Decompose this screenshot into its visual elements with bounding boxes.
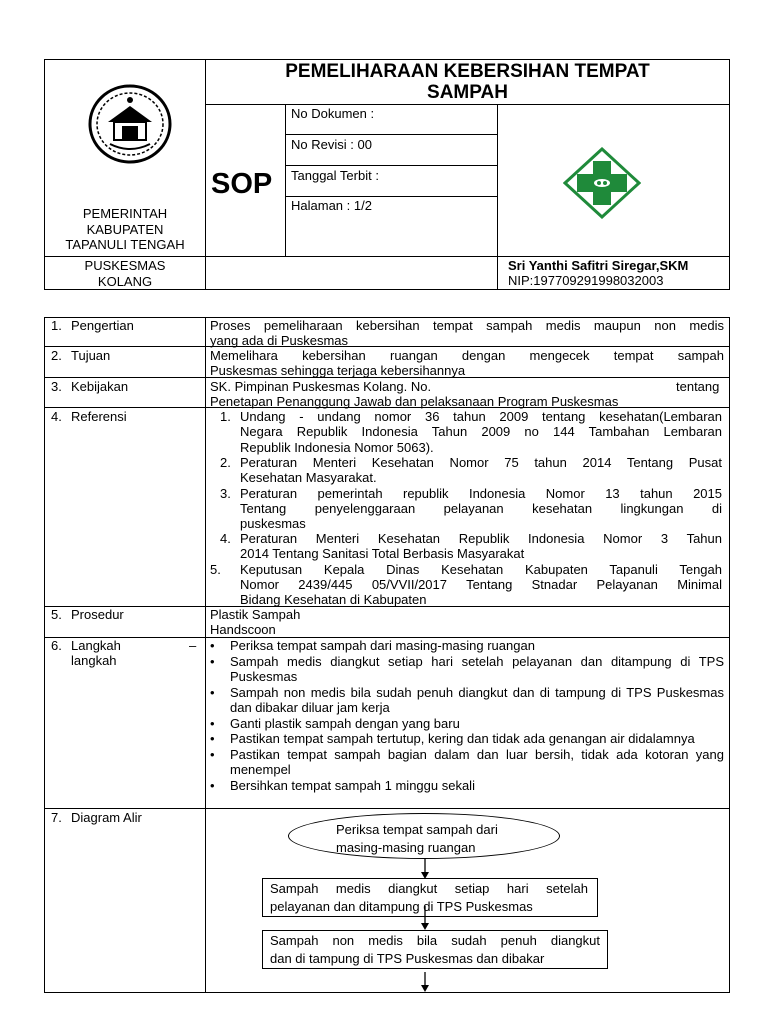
row5-text-line2: Handscoon	[210, 622, 276, 637]
regency-emblem-icon	[88, 84, 172, 164]
row1-text-line2: yang ada di Puskesmas	[210, 333, 349, 348]
ref1-number: 1.	[220, 409, 231, 424]
row6-number: 6.	[51, 638, 62, 653]
flow-arrow-2	[419, 906, 431, 932]
langkah-item: • Periksa tempat sampah dari masing-masing ruangan	[206, 638, 724, 654]
row7-number: 7.	[51, 810, 62, 825]
langkah-item: • Pastikan tempat sampah tertutup, kering dan tidak ada genangan air didalamnya	[206, 731, 724, 747]
ref1-line3: Republik Indonesia Nomor 5063).	[240, 440, 434, 455]
gov-name-line3: TAPANULI TENGAH	[65, 237, 185, 252]
ref3-line1: Peraturan pemerintah republik Indonesia Nomor 13 tahun 2015	[240, 486, 722, 501]
no-revisi: No Revisi : 00	[291, 137, 372, 152]
ref5-line3: Bidang Kesehatan di Kabupaten	[240, 592, 427, 607]
flow-box1-line1: Sampah medis diangkut setiap hari setelah	[270, 881, 588, 896]
row2-text-line2: Puskesmas sehingga terjaga kebersihannya	[210, 363, 466, 378]
langkah-item: • Sampah non medis bila sudah penuh diangkut dan di tampung di TPS Puskesmas dan dibakar diluar jam kerja	[206, 685, 724, 716]
title-line2: SAMPAH	[427, 82, 508, 103]
ref4-number: 4.	[220, 531, 231, 546]
signer-nip: NIP:197709291998032003	[508, 273, 664, 288]
ref1-line1: Undang - undang nomor 36 tahun 2009 tentang kesehatan(Lembaran	[240, 409, 722, 424]
puskesmas-line2: KOLANG	[97, 273, 153, 289]
flow-box2-line2: dan di tampung di TPS Puskesmas dan dibakar	[270, 951, 545, 966]
row4-number: 4.	[51, 409, 62, 424]
ref1-line2: Negara Republik Indonesia Tahun 2009 no 144 Tambahan Lembaran	[240, 424, 722, 439]
title-line1: PEMELIHARAAN KEBERSIHAN TEMPAT	[285, 61, 650, 82]
langkah-item: • Pastikan tempat sampah bagian dalam dan luar bersih, tidak ada kotoran yang menempel	[206, 747, 724, 778]
tanggal-terbit: Tanggal Terbit :	[291, 168, 379, 183]
flow-box2-line1: Sampah non medis bila sudah penuh diangkut	[270, 933, 600, 948]
ref4-line1: Peraturan Menteri Kesehatan Republik Indonesia Nomor 3 Tahun	[240, 531, 722, 546]
row6-label-dash: –	[189, 638, 197, 653]
document-title	[206, 60, 729, 103]
row5-number: 5.	[51, 607, 62, 622]
row3-text-line1-right: tentang	[676, 379, 720, 394]
flow-box1-line2: pelayanan dan ditampung di TPS Puskesmas	[270, 899, 533, 914]
row2-text-line1: Memelihara kebersihan ruangan dengan mengecek tempat sampah	[210, 348, 724, 363]
ref3-line2: Tentang penyelenggaraan pelayanan kesehatan lingkungan di	[240, 501, 722, 516]
langkah-list	[206, 638, 724, 793]
flow-arrow-3	[419, 972, 431, 994]
flow-arrow-1	[419, 858, 431, 880]
ref3-number: 3.	[220, 486, 231, 501]
row7-label: Diagram Alir	[71, 810, 142, 825]
row2-number: 2.	[51, 348, 62, 363]
ref4-line2: 2014 Tentang Sanitasi Total Berbasis Masyarakat	[240, 546, 525, 561]
row1-label: Pengertian	[71, 318, 134, 333]
puskesmas-line1: PUSKESMAS	[84, 258, 166, 273]
ref5-number: 5.	[210, 562, 221, 577]
ref2-line2: Kesehatan Masyarakat.	[240, 470, 377, 485]
puskesmas-cross-icon	[563, 147, 641, 219]
row5-label: Prosedur	[71, 607, 124, 622]
signer-name: Sri Yanthi Safitri Siregar,SKM	[508, 258, 689, 273]
ref5-line2: Nomor 2439/445 05/VVII/2017 Tentang Stnadar Pelayanan Minimal	[240, 577, 722, 592]
sop-label: SOP	[211, 168, 273, 200]
gov-name-line1: PEMERINTAH	[82, 206, 168, 221]
ref2-number: 2.	[220, 455, 231, 470]
row3-text-line2: Penetapan Penanggung Jawab dan pelaksanaan Program Puskesmas	[210, 394, 619, 409]
ref2-line1: Peraturan Menteri Kesehatan Nomor 75 tahun 2014 Tentang Pusat	[240, 455, 722, 470]
row1-text-line1: Proses pemeliharaan kebersihan tempat sampah medis maupun non medis	[210, 318, 724, 333]
langkah-item: • Bersihkan tempat sampah 1 minggu sekali	[206, 778, 724, 794]
row2-label: Tujuan	[71, 348, 111, 363]
row6-label-line1: Langkah	[71, 638, 121, 653]
no-dokumen: No Dokumen :	[291, 106, 375, 121]
row6-label-line2: langkah	[71, 653, 117, 668]
langkah-item: • Ganti plastik sampah dengan yang baru	[206, 716, 724, 732]
row4-label: Referensi	[71, 409, 127, 424]
row3-number: 3.	[51, 379, 62, 394]
gov-name-line2: KABUPATEN	[86, 221, 164, 237]
row5-text-line1: Plastik Sampah	[210, 607, 301, 622]
row1-number: 1.	[51, 318, 62, 333]
row3-label: Kebijakan	[71, 379, 129, 394]
ref3-line3: puskesmas	[240, 516, 306, 531]
row3-text-line1-left: SK. Pimpinan Puskesmas Kolang. No.	[210, 379, 432, 394]
ref5-line1: Keputusan Kepala Dinas Kesehatan Kabupaten Tapanuli Tengah	[240, 562, 722, 577]
langkah-item: • Sampah medis diangkut setiap hari setelah pelayanan dan ditampung di TPS Puskesmas	[206, 654, 724, 685]
halaman: Halaman : 1/2	[291, 198, 372, 213]
flow-oval-line1: Periksa tempat sampah dari	[336, 822, 498, 837]
flow-oval-line2: masing-masing ruangan	[336, 840, 476, 855]
